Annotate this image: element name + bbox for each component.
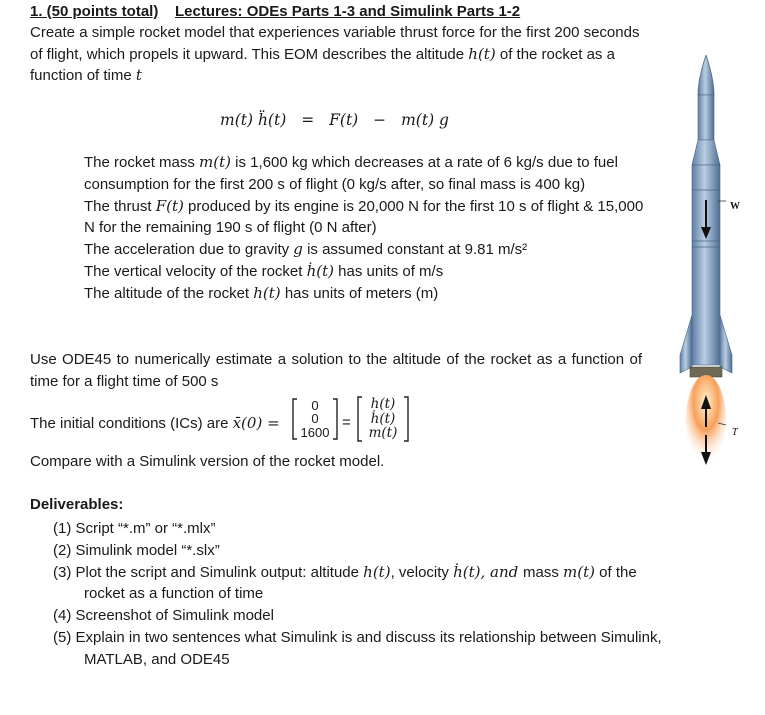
ic-value-hdot: 0 — [311, 411, 319, 427]
thrust-label: T — [732, 427, 738, 438]
compare-instruction: Compare with a Simulink version of the rocket model. — [30, 453, 385, 470]
deliverable-3-continued: rocket as a function of time — [84, 585, 264, 603]
altitude-description: The altitude of the rocket h(t) has units of meters (m) — [84, 283, 439, 302]
gravity-description: The acceleration due to gravity g is assumed constant at 9.81 m/s² — [84, 240, 528, 259]
rocket-illustration — [668, 55, 748, 475]
ic-value-h: 0 — [311, 398, 319, 413]
thrust-description: The thrust F(t) produced by its engine is 20,000 N for the first 10 s of flight & 15,000 N for the remaining 190 s of flight (0 N after) — [84, 196, 644, 237]
ic-equals: = — [342, 414, 351, 431]
deliverables-list — [53, 518, 743, 671]
weight-label: W — [730, 201, 740, 212]
problem-heading — [30, 3, 520, 20]
deliverable-1: (1) Script “*.m” or “*.mlx” — [53, 520, 216, 537]
rocket-body — [692, 165, 720, 365]
deliverable-2: (2) Simulink model “*.slx” — [53, 541, 220, 559]
problem-number: 1. (50 points total) — [30, 3, 159, 20]
initial-conditions-label: The initial conditions (ICs) are x̄(0) = — [30, 414, 280, 432]
deliverables-title: Deliverables: — [30, 496, 124, 513]
ic-states-vector — [357, 396, 409, 442]
ic-state-hdot: ḣ(t) — [370, 410, 396, 427]
lectures-label: Lectures: ODEs Parts 1-3 and Simulink Parts 1-2 — [175, 3, 521, 20]
deliverable-5: (5) Explain in two sentences what Simulink is and discuss its relationship between Simulink, — [53, 628, 662, 646]
deliverable-4: (4) Screenshot of Simulink model — [53, 607, 274, 625]
deliverable-3: (3) Plot the script and Simulink output: altitude h(t), velocity ḣ(t), and mass m(t) of the — [53, 562, 637, 581]
ic-value-m: 1600 — [300, 424, 330, 440]
rocket-nose — [698, 55, 714, 95]
ic-state-m: m(t) — [368, 425, 398, 441]
mass-description: The rocket mass m(t) is 1,600 kg which decreases at a rate of 6 kg/s due to fuel consumption for the first 200 s of flight (0 kg/s after, so final mass is 400 kg) — [84, 153, 618, 193]
ic-values-vector — [292, 398, 338, 440]
parameter-description — [84, 152, 644, 305]
rocket-fin-right — [720, 315, 732, 373]
ic-state-h: h(t) — [370, 396, 396, 412]
velocity-description: The vertical velocity of the rocket ḣ(t) has units of m/s — [84, 261, 444, 280]
equation-of-motion: m(t) ḧ(t) = F(t) − m(t) g — [220, 111, 449, 129]
ode45-instruction: Use ODE45 to numerically estimate a solution to the altitude of the rocket as a function of time for a flight time of 500 s — [30, 351, 642, 390]
rocket-fin-left — [680, 315, 692, 373]
intro-paragraph: Create a simple rocket model that experiences variable thrust force for the first 200 seconds of flight, which propels it upward. This EOM describes the altitude h(t) of the rocket as a function of time t — [30, 24, 640, 84]
deliverable-5-continued: MATLAB, and ODE45 — [84, 650, 230, 668]
